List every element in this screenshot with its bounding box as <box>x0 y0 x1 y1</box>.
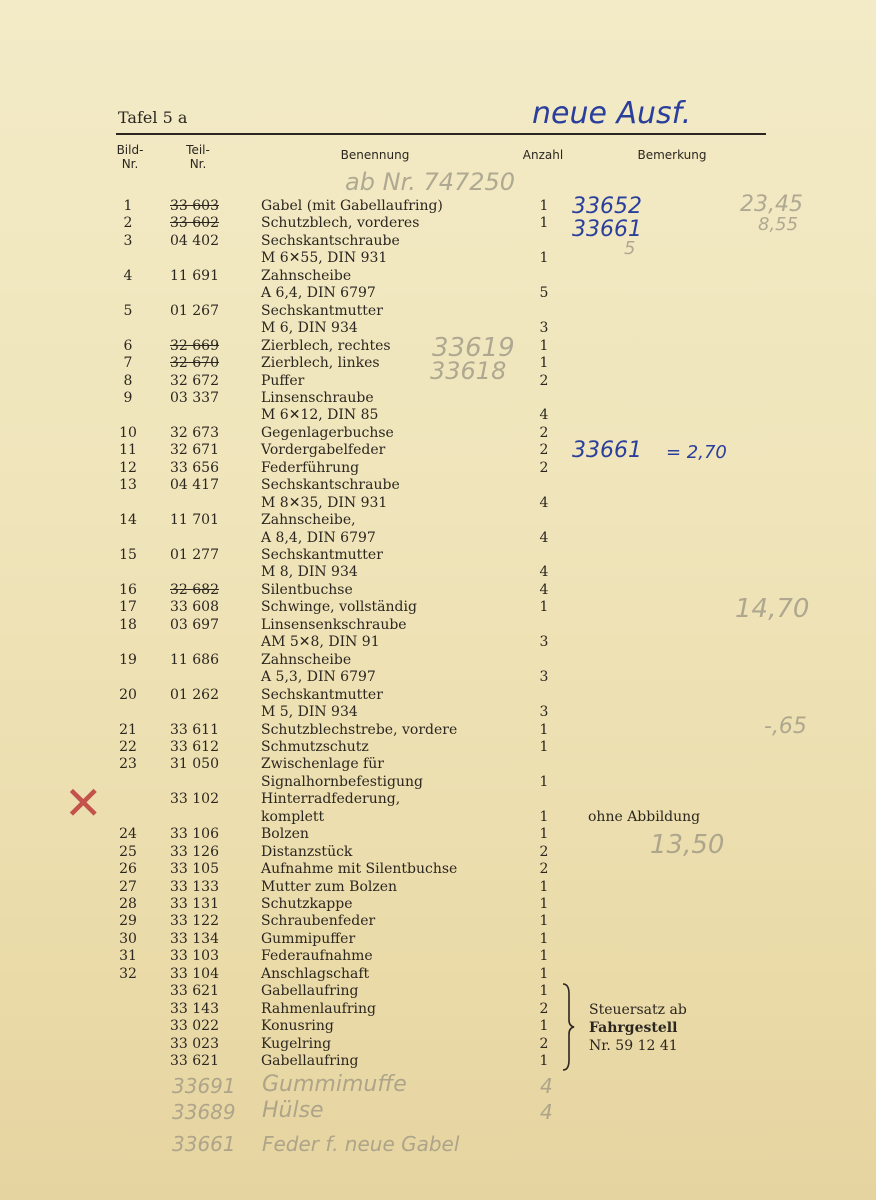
pencil-part-1-qty: 4 <box>540 1074 553 1098</box>
pencil-note-6: 14,70 <box>735 594 810 624</box>
header-bemerkung: Bemerkung <box>637 148 707 162</box>
row-anz: 1 <box>539 826 549 842</box>
pencil-note-2: 8,55 <box>758 214 799 235</box>
row-teil: 32 682 <box>170 582 219 598</box>
row-bild: 17 <box>119 599 137 615</box>
row-anz: 4 <box>539 582 549 598</box>
red-cross-mark: ✕ <box>64 776 103 830</box>
remark-steuersatz-1: Steuersatz ab <box>589 1002 687 1018</box>
row-bild: 12 <box>119 460 137 476</box>
row-bild: 13 <box>119 477 137 493</box>
row-bild: 27 <box>119 879 137 895</box>
row-bild: 4 <box>123 268 133 284</box>
pencil-note-3: 5 <box>624 238 636 259</box>
row-anz: 1 <box>539 250 549 266</box>
row-ben: Schraubenfeder <box>261 913 376 929</box>
row-ben: Bolzen <box>261 826 309 842</box>
pencil-note-4: 33619 <box>432 333 515 363</box>
row-ben: A 8,4, DIN 6797 <box>261 530 376 546</box>
row-ben: Aufnahme mit Silentbuchse <box>261 861 458 877</box>
row-ben: Signalhornbefestigung <box>261 774 423 790</box>
pencil-part-2: 33689 <box>172 1100 236 1124</box>
row-anz: 2 <box>539 844 549 860</box>
row-ben: M 6, DIN 934 <box>261 320 358 336</box>
brace-icon <box>561 982 575 1072</box>
row-anz: 5 <box>539 285 549 301</box>
header-bild-text: Bild- Nr. <box>116 143 144 171</box>
row-ben: M 8✕35, DIN 931 <box>261 495 388 511</box>
row-ben: Federaufnahme <box>261 948 373 964</box>
row-teil: 33 023 <box>170 1036 219 1052</box>
blue-note-3-price: = 2,70 <box>666 442 727 463</box>
row-bild: 10 <box>119 425 137 441</box>
row-anz: 1 <box>539 983 549 999</box>
row-anz: 3 <box>539 704 549 720</box>
blue-note-3: 33661 <box>572 438 642 463</box>
row-anz: 1 <box>539 739 549 755</box>
row-bild: 23 <box>119 756 137 772</box>
row-teil: 01 262 <box>170 687 219 703</box>
row-anz: 1 <box>539 599 549 615</box>
row-teil: 33 134 <box>170 931 219 947</box>
row-bild: 5 <box>123 303 133 319</box>
row-ben: M 5, DIN 934 <box>261 704 358 720</box>
row-bild: 20 <box>119 687 137 703</box>
row-teil: 33 621 <box>170 983 219 999</box>
row-teil: 33 104 <box>170 966 219 982</box>
row-anz: 3 <box>539 320 549 336</box>
row-bild: 1 <box>123 198 133 214</box>
row-bild: 8 <box>123 373 133 389</box>
header-teil-text: Teil- Nr. <box>186 143 210 171</box>
row-teil: 32 673 <box>170 425 219 441</box>
row-anz: 2 <box>539 1036 549 1052</box>
row-teil: 01 267 <box>170 303 219 319</box>
row-teil: 11 686 <box>170 652 219 668</box>
row-teil: 33 603 <box>170 198 219 214</box>
row-anz: 3 <box>539 634 549 650</box>
row-anz: 4 <box>539 495 549 511</box>
row-anz: 1 <box>539 722 549 738</box>
remark-steuersatz-3: Nr. 59 12 41 <box>589 1038 678 1054</box>
row-ben: Schmutzschutz <box>261 739 369 755</box>
row-anz: 2 <box>539 460 549 476</box>
row-anz: 3 <box>539 669 549 685</box>
row-bild: 19 <box>119 652 137 668</box>
row-anz: 1 <box>539 1053 549 1069</box>
pencil-part-2-qty: 4 <box>540 1100 553 1124</box>
row-ben: Schutzblech, vorderes <box>261 215 420 231</box>
row-ben: Linsensenkschraube <box>261 617 407 633</box>
row-anz: 1 <box>539 809 549 825</box>
row-ben: M 6✕12, DIN 85 <box>261 407 379 423</box>
row-bild: 25 <box>119 844 137 860</box>
blue-note-2: 33661 <box>572 217 642 242</box>
row-anz: 1 <box>539 966 549 982</box>
row-bild: 9 <box>123 390 133 406</box>
row-ben: Gegenlagerbuchse <box>261 425 394 441</box>
row-ben: Zwischenlage für <box>261 756 384 772</box>
row-bild: 11 <box>119 442 137 458</box>
row-bild: 28 <box>119 896 137 912</box>
handwritten-title: neue Ausf. <box>532 96 692 131</box>
row-anz: 1 <box>539 215 549 231</box>
row-anz: 1 <box>539 338 549 354</box>
row-anz: 1 <box>539 896 549 912</box>
row-teil: 32 672 <box>170 373 219 389</box>
row-anz: 1 <box>539 879 549 895</box>
row-anz: 4 <box>539 564 549 580</box>
pencil-part-1-text: Gummimuffe <box>262 1072 407 1097</box>
row-ben: Silentbuchse <box>261 582 353 598</box>
row-bild: 30 <box>119 931 137 947</box>
row-teil: 04 417 <box>170 477 219 493</box>
row-bild: 16 <box>119 582 137 598</box>
row-bild: 15 <box>119 547 137 563</box>
row-ben: Gummipuffer <box>261 931 356 947</box>
row-teil: 33 131 <box>170 896 219 912</box>
row-ben: Zahnscheibe, <box>261 512 356 528</box>
pencil-part-3: 33661 <box>172 1132 236 1156</box>
row-teil: 33 611 <box>170 722 219 738</box>
header-benennung: Benennung <box>340 148 410 162</box>
pencil-note-8: -,65 <box>764 714 807 739</box>
row-ben: Puffer <box>261 373 305 389</box>
row-teil: 33 106 <box>170 826 219 842</box>
row-anz: 1 <box>539 198 549 214</box>
row-bild: 18 <box>119 617 137 633</box>
row-ben: Federführung <box>261 460 360 476</box>
row-anz: 1 <box>539 948 549 964</box>
pencil-note-top: ab Nr. 747250 <box>345 168 516 196</box>
row-bild: 6 <box>123 338 133 354</box>
row-teil: 33 621 <box>170 1053 219 1069</box>
pencil-part-1: 33691 <box>172 1074 236 1098</box>
row-anz: 4 <box>539 407 549 423</box>
row-ben: Anschlagschaft <box>261 966 370 982</box>
remark-ohne-abbildung: ohne Abbildung <box>588 809 701 825</box>
row-anz: 2 <box>539 1001 549 1017</box>
row-bild: 3 <box>123 233 133 249</box>
row-teil: 31 050 <box>170 756 219 772</box>
row-ben: Sechskantmutter <box>261 547 383 563</box>
header-rule <box>116 133 766 135</box>
row-bild: 2 <box>123 215 133 231</box>
row-teil: 33 143 <box>170 1001 219 1017</box>
row-anz: 2 <box>539 861 549 877</box>
row-ben: Rahmenlaufring <box>261 1001 376 1017</box>
row-teil: 33 122 <box>170 913 219 929</box>
row-ben: Gabellaufring <box>261 983 359 999</box>
row-teil: 33 656 <box>170 460 219 476</box>
row-ben: komplett <box>261 809 325 825</box>
pencil-note-1: 23,45 <box>740 192 803 217</box>
page-title: Tafel 5 a <box>118 108 188 127</box>
row-anz: 1 <box>539 774 549 790</box>
row-ben: M 6✕55, DIN 931 <box>261 250 388 266</box>
header-anzahl: Anzahl <box>522 148 564 162</box>
row-bild: 24 <box>119 826 137 842</box>
row-ben: Distanzstück <box>261 844 353 860</box>
row-teil: 33 602 <box>170 215 219 231</box>
row-bild: 14 <box>119 512 137 528</box>
row-ben: Linsenschraube <box>261 390 374 406</box>
row-ben: Konusring <box>261 1018 334 1034</box>
row-teil: 04 402 <box>170 233 219 249</box>
row-ben: M 8, DIN 934 <box>261 564 358 580</box>
row-ben: Sechskantschraube <box>261 233 400 249</box>
row-teil: 33 102 <box>170 791 219 807</box>
row-ben: Mutter zum Bolzen <box>261 879 398 895</box>
row-bild: 7 <box>123 355 133 371</box>
row-teil: 32 670 <box>170 355 219 371</box>
row-teil: 01 277 <box>170 547 219 563</box>
row-ben: Kugelring <box>261 1036 332 1052</box>
row-ben: Zahnscheibe <box>261 268 352 284</box>
row-teil: 33 133 <box>170 879 219 895</box>
row-teil: 11 691 <box>170 268 219 284</box>
row-ben: Schutzkappe <box>261 896 353 912</box>
pencil-part-2-text: Hülse <box>262 1098 324 1123</box>
blue-note-1: 33652 <box>572 194 642 219</box>
row-teil: 33 105 <box>170 861 219 877</box>
remark-steuersatz-2: Fahrgestell <box>589 1020 678 1036</box>
row-teil: 33 126 <box>170 844 219 860</box>
row-bild: 21 <box>119 722 137 738</box>
row-ben: Zierblech, rechtes <box>261 338 391 354</box>
row-bild: 26 <box>119 861 137 877</box>
pencil-note-5: 33618 <box>430 357 507 385</box>
row-ben: Zierblech, linkes <box>261 355 380 371</box>
row-anz: 1 <box>539 913 549 929</box>
row-anz: 4 <box>539 530 549 546</box>
row-anz: 2 <box>539 442 549 458</box>
row-ben: Gabel (mit Gabellaufring) <box>261 198 443 214</box>
row-teil: 33 022 <box>170 1018 219 1034</box>
pencil-part-3-text: Feder f. neue Gabel <box>262 1132 460 1156</box>
row-teil: 33 103 <box>170 948 219 964</box>
pencil-note-7: 13,50 <box>650 830 725 860</box>
row-teil: 33 608 <box>170 599 219 615</box>
row-teil: 03 337 <box>170 390 219 406</box>
row-ben: A 6,4, DIN 6797 <box>261 285 376 301</box>
row-ben: Sechskantmutter <box>261 687 383 703</box>
header-bild <box>110 143 150 171</box>
row-anz: 2 <box>539 425 549 441</box>
row-ben: Zahnscheibe <box>261 652 352 668</box>
row-ben: Sechskantmutter <box>261 303 383 319</box>
row-ben: Vordergabelfeder <box>261 442 386 458</box>
row-ben: AM 5✕8, DIN 91 <box>261 634 380 650</box>
row-anz: 1 <box>539 1018 549 1034</box>
row-ben: A 5,3, DIN 6797 <box>261 669 376 685</box>
row-teil: 32 671 <box>170 442 219 458</box>
row-bild: 22 <box>119 739 137 755</box>
row-teil: 03 697 <box>170 617 219 633</box>
row-anz: 1 <box>539 931 549 947</box>
row-ben: Hinterradfederung, <box>261 791 401 807</box>
row-ben: Gabellaufring <box>261 1053 359 1069</box>
header-teil <box>176 143 220 171</box>
row-ben: Schwinge, vollständig <box>261 599 417 615</box>
row-ben: Sechskantschraube <box>261 477 400 493</box>
row-bild: 29 <box>119 913 137 929</box>
row-anz: 2 <box>539 373 549 389</box>
row-ben: Schutzblechstrebe, vordere <box>261 722 458 738</box>
row-teil: 32 669 <box>170 338 219 354</box>
row-teil: 11 701 <box>170 512 219 528</box>
row-bild: 32 <box>119 966 137 982</box>
row-anz: 1 <box>539 355 549 371</box>
row-bild: 31 <box>119 948 137 964</box>
row-teil: 33 612 <box>170 739 219 755</box>
